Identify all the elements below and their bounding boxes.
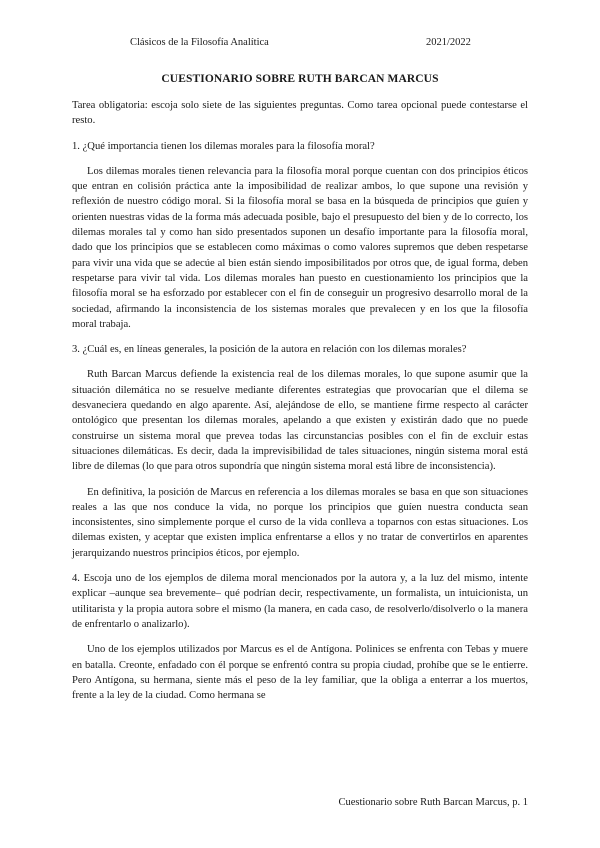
answer-3-paragraph-1: Ruth Barcan Marcus defiende la existencia real de los dilemas morales, lo que supone asumir que la situación dilemática no se resuelve mediante diferentes estrategias que provocarían que el dilema se desvaneciera quedando en algo aparente. Así, alejándose de ello, se mantiene firme respecto al carácter ontológico que presentan los dilemas morales, apelando a que existen y existirán dado que no puede construirse un sistema moral que prevea todas las circunstancias posibles con el fin de excluir estas situaciones dilemáticas. Es decir, dada la imprevisibilidad de tales situaciones, ningún sistema moral está libre de dilemas (lo que para otros supondría que ningún sistema moral está libre de inconsistencia). — [72, 369, 528, 473]
answer-4-paragraph-1: Uno de los ejemplos utilizados por Marcus es el de Antígona. Polinices se enfrenta con Tebas y muere en batalla. Creonte, enfadado con él porque se enfrentó contra su propia ciudad, prohíbe que se le entierre. Pero Antígona, su hermana, siente más el peso de la ley familiar, que la obliga a enterrar a los muertos, frente a la ley de la ciudad. Como hermana se — [72, 644, 528, 702]
page-footer: Cuestionario sobre Ruth Barcan Marcus, p. 1 — [338, 797, 528, 808]
document-title: CUESTIONARIO SOBRE RUTH BARCAN MARCUS — [161, 73, 439, 85]
question-3: 3. ¿Cuál es, en líneas generales, la posición de la autora en relación con los dilemas morales? — [72, 344, 467, 356]
question-4: 4. Escoja uno de los ejemplos de dilema moral mencionados por la autora y, a la luz del mismo, intente explicar –aunque sea brevemente– qué podrían decir, respectivamente, un formalista, un intuicionista, un utilitarista y la propia autora sobre el mismo (la manera, en cada caso, de resolverlo/disolverlo o la manera de enfrentarlo o analizarlo). — [72, 573, 528, 630]
header-course: Clásicos de la Filosofía Analítica — [130, 37, 269, 48]
document-body — [72, 98, 528, 713]
header-year: 2021/2022 — [426, 37, 471, 48]
answer-1-paragraph-1: Los dilemas morales tienen relevancia para la filosofía moral porque cuentan con dos principios éticos que entran en colisión práctica ante la imposibilidad de realizar ambos, lo que supone una revisión y reflexión de nuestro código moral. Si la filosofía moral se basa en la búsqueda de principios que guíen y orienten nuestras vidas de la forma más adecuada posible, bajo el presupuesto del bien y de lo correcto, los dilemas morales tal y como han sido presentados suponen un desafío importante para la filosofía moral, dado que los principios que se establecen como máximas o como valores supremos que deben respetarse para vivir una vida que se adecúe al bien están siendo imposibilitados por otros que, de igual forma, deben respetarse para vivir tal vida. Los dilemas morales han puesto en cuestionamiento los principios que la filosofía moral se ha esforzado por establecer con el fin de conseguir un progresivo desarrollo moral de la sociedad, afirmando la inconsistencia de los sistemas morales que prevalecen y en los que la filosofía moral trabaja. — [72, 165, 528, 330]
intro-paragraph: Tarea obligatoria: escoja solo siete de las siguientes preguntas. Como tarea opcional puede contestarse el resto. — [72, 100, 528, 127]
question-1: 1. ¿Qué importancia tienen los dilemas morales para la filosofía moral? — [72, 140, 375, 152]
answer-3-paragraph-2: En definitiva, la posición de Marcus en referencia a los dilemas morales se basa en que son situaciones reales a las que nos conduce la vida, no porque los principios que guíen nuestra conducta sean inconsistentes, sino simplemente porque el curso de la vida conlleva a toparnos con estas situaciones. Los dilemas existen, y aceptar que existen implica enfrentarse a ellos y no tratar de convertirlos en aparentes jerarquizando nuestros principios éticos, por ejemplo. — [72, 486, 528, 559]
